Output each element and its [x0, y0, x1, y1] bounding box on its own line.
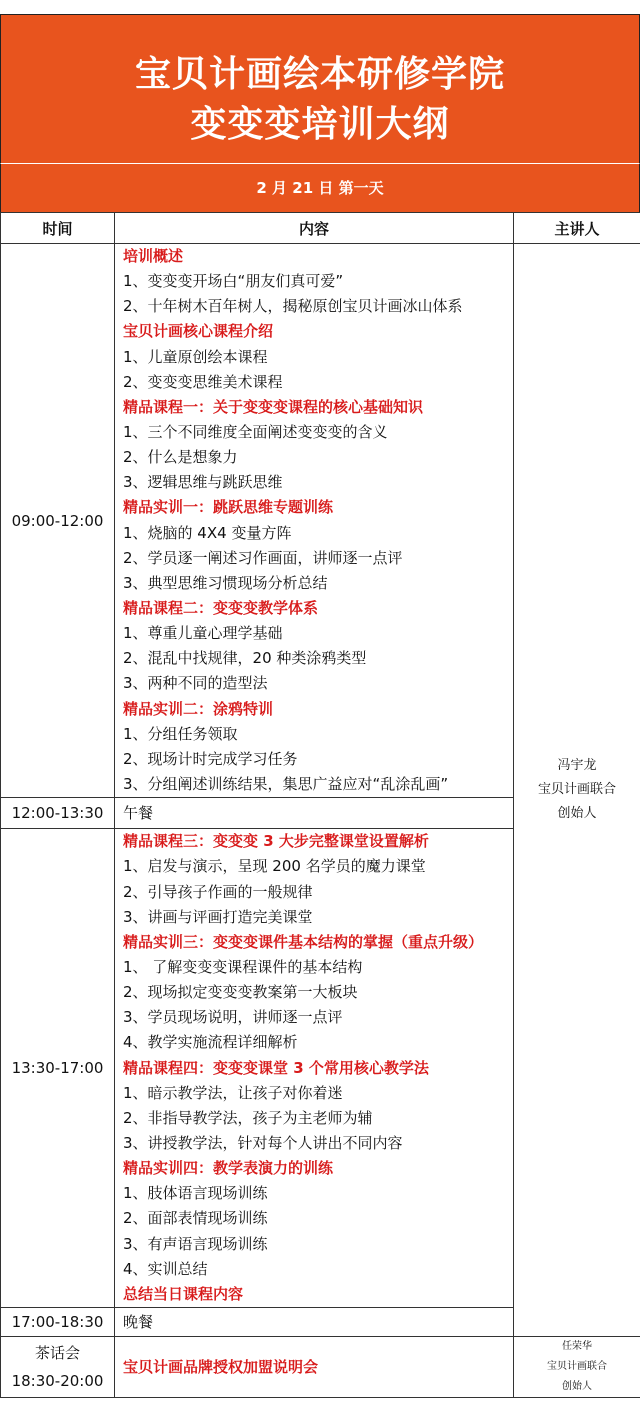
list-item: 2、学员逐一阐述习作画面，讲师逐一点评 — [123, 548, 403, 567]
speaker-title-line1: 宝贝计画联合 — [537, 782, 616, 798]
time-cell: 13:30-17:00 — [1, 829, 115, 1308]
list-item: 3、逻辑思维与跳跃思维 — [123, 473, 283, 492]
list-item: 2、面部表情现场训练 — [123, 1209, 268, 1228]
list-item: 2、引导孩子作画的一般规律 — [123, 882, 313, 901]
list-item: 1、启发与演示，呈现 200 名学员的魔力课堂 — [123, 857, 426, 876]
time-cell: 12:00-13:30 — [1, 798, 115, 829]
section-heading: 精品课程四：变变变课堂 3 个常用核心教学法 — [123, 1058, 429, 1077]
list-item: 3、讲画与评画打造完美课堂 — [123, 907, 313, 926]
time-cell: 17:00-18:30 — [1, 1308, 115, 1337]
time-cell — [1, 1337, 115, 1398]
section-heading: 精品实训一：跳跃思维专题训练 — [123, 498, 334, 517]
institute-title: 宝贝计画绘本研修学院 — [134, 54, 505, 95]
header-speaker: 主讲人 — [514, 213, 640, 244]
list-item: 宝贝计画品牌授权加盟说明会 — [123, 1357, 319, 1376]
list-item: 1、分组任务领取 — [123, 724, 238, 743]
section-heading: 培训概述 — [123, 247, 184, 265]
speaker-cell — [514, 1337, 640, 1398]
list-item: 3、学员现场说明，讲师逐一点评 — [123, 1008, 343, 1027]
table-row — [1, 244, 640, 798]
section-heading: 宝贝计画核心课程介绍 — [123, 322, 274, 341]
table-header-row — [1, 213, 640, 244]
speaker-name: 冯宇龙 — [557, 758, 597, 774]
date-heading: 2 月 21 日 第一天 — [0, 163, 640, 213]
tea-party-label: 茶话会 — [34, 1344, 80, 1363]
section-heading: 精品课程一：关于变变变课程的核心基础知识 — [123, 397, 424, 416]
section-heading: 精品实训二：涂鸦特训 — [123, 699, 274, 718]
content-cell — [115, 244, 514, 798]
section-heading: 精品课程二：变变变教学体系 — [123, 598, 319, 617]
list-item: 2、十年树木百年树人，揭秘原创宝贝计画冰山体系 — [123, 297, 463, 316]
list-item: 2、混乱中找规律，20 种类涂鸦类型 — [123, 649, 367, 668]
list-item: 4、教学实施流程详细解析 — [123, 1033, 298, 1052]
list-item: 1、三个不同维度全面阐述变变变的含义 — [123, 422, 388, 441]
list-item: 1、烧脑的 4X4 变量方阵 — [123, 523, 292, 542]
table-row-tea — [1, 1337, 640, 1398]
list-item: 3、讲授教学法，针对每个人讲出不同内容 — [123, 1133, 403, 1152]
content-cell — [115, 829, 514, 1308]
list-item: 1、肢体语言现场训练 — [123, 1184, 268, 1203]
list-item: 1、儿童原创绘本课程 — [123, 347, 268, 366]
section-heading: 总结当日课程内容 — [123, 1284, 244, 1303]
section-heading: 精品课程三：变变变 3 大步完整课堂设置解析 — [123, 832, 429, 851]
list-item: 2、变变变思维美术课程 — [123, 372, 283, 391]
content-cell — [115, 798, 514, 829]
section-heading: 精品实训四：教学表演力的训练 — [123, 1159, 334, 1178]
list-item: 午餐 — [123, 803, 154, 822]
content-cell — [115, 1308, 514, 1337]
list-item: 2、什么是想象力 — [123, 448, 238, 467]
speaker-title-line2: 创始人 — [562, 1381, 592, 1393]
section-heading: 精品实训三：变变变课件基本结构的掌握（重点升级） — [123, 932, 484, 951]
speaker-name: 任荣华 — [562, 1341, 592, 1353]
list-item: 1、尊重儿童心理学基础 — [123, 624, 283, 643]
schedule-table — [0, 212, 640, 1398]
list-item: 3、两种不同的造型法 — [123, 674, 268, 693]
list-item: 1、变变变开场白“朋友们真可爱” — [123, 272, 344, 291]
speaker-title-line2: 创始人 — [557, 806, 597, 822]
list-item: 晚餐 — [123, 1312, 154, 1331]
list-item: 2、现场拟定变变变教案第一大板块 — [123, 983, 358, 1002]
speaker-cell — [514, 244, 640, 1337]
list-item: 3、有声语言现场训练 — [123, 1234, 268, 1253]
content-cell — [115, 1337, 514, 1398]
list-item: 2、非指导教学法，孩子为主老师为辅 — [123, 1108, 373, 1127]
list-item: 1、暗示教学法，让孩子对你着迷 — [123, 1083, 343, 1102]
header-content: 内容 — [115, 213, 514, 244]
list-item: 1、 了解变变变课程课件的基本结构 — [123, 957, 363, 976]
list-item: 4、实训总结 — [123, 1259, 208, 1278]
outline-title: 变变变培训大纲 — [190, 104, 450, 145]
tea-party-time: 18:30-20:00 — [11, 1372, 104, 1391]
title-banner — [0, 14, 640, 164]
list-item: 2、现场计时完成学习任务 — [123, 749, 298, 768]
speaker-title-line1: 宝贝计画联合 — [547, 1361, 607, 1373]
list-item: 3、分组阐述训练结果，集思广益应对“乱涂乱画” — [123, 774, 449, 793]
time-cell: 09:00-12:00 — [1, 244, 115, 798]
header-time: 时间 — [1, 213, 115, 244]
list-item: 3、典型思维习惯现场分析总结 — [123, 573, 328, 592]
